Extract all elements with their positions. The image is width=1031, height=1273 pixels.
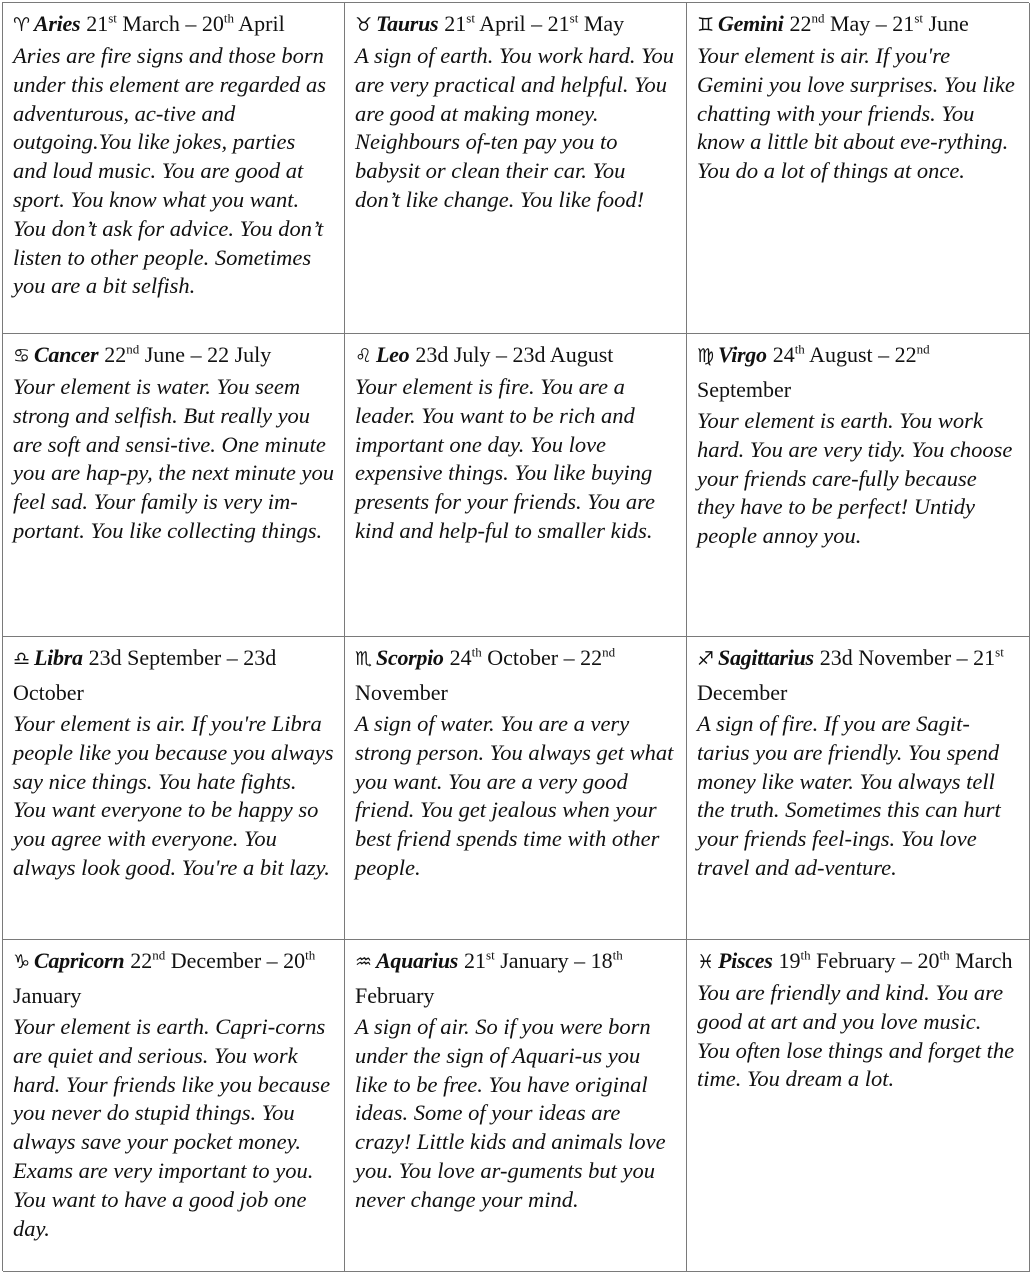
sign-description: Aries are fire signs and those born under this element are regarded as adventurous, ac-tive and outgoing.You like jokes, parties and loud music. You are good at sport. You know what you want. You don’t ask for advice. You don’t listen to other people. Sometimes you are a bit selfish. (13, 43, 327, 299)
sign-description: Your element is water. You seem strong and selfish. But really you are soft and sensi-tive. One minute you are hap-py, the next minute you feel sad. Your family is very im-portant. You like collecting things. (13, 374, 334, 543)
date-ordinal-suffix: th (612, 947, 623, 963)
sign-heading (697, 338, 1019, 407)
date-text: 24 (772, 342, 795, 367)
sign-cell-scorpio (345, 637, 687, 940)
sign-heading (355, 641, 676, 710)
sign-heading (697, 641, 1019, 710)
date-text: May – 21 (824, 11, 915, 36)
sign-cell-capricorn (3, 940, 345, 1272)
sign-heading (355, 338, 676, 373)
date-text: 23d September – 23d October (13, 645, 277, 705)
sign-dates (415, 342, 613, 367)
date-ordinal-suffix: st (466, 10, 475, 26)
sign-heading (697, 7, 1019, 42)
sign-description: A sign of air. So if you were born under the sign of Aquari-us you like to be free. You have original ideas. Some of your ideas are crazy! Little kids and animals love you. You love ar-guments but you never change your mind. (355, 1014, 666, 1212)
sign-heading (13, 338, 334, 373)
sign-name: Pisces (718, 948, 773, 973)
date-ordinal-suffix: st (914, 10, 923, 26)
sign-heading (13, 944, 334, 1013)
sign-cell-aquarius (345, 940, 687, 1272)
date-text: 21 (464, 948, 487, 973)
sign-dates (444, 11, 624, 36)
date-text: December (697, 680, 788, 705)
date-text: 21 (444, 11, 467, 36)
date-text: December – 20 (165, 948, 306, 973)
date-ordinal-suffix: th (223, 10, 234, 26)
date-text: 21 (86, 11, 109, 36)
sign-heading (13, 7, 334, 42)
sign-cell-pisces (687, 940, 1030, 1272)
sign-name: Sagittarius (718, 645, 814, 670)
date-ordinal-suffix: st (995, 644, 1004, 660)
date-ordinal-suffix: st (108, 10, 117, 26)
sign-cell-taurus (345, 3, 687, 334)
sign-heading (355, 7, 676, 42)
sign-cell-aries (3, 3, 345, 334)
aquarius-symbol-icon: ♒ (355, 951, 373, 973)
date-text: 19 (778, 948, 801, 973)
sign-description: Your element is fire. You are a leader. You want to be rich and important one day. You love expensive things. You like buying presents for your friends. You are kind and help-ful to smaller kids. (355, 374, 656, 543)
sign-name: Leo (376, 342, 410, 367)
sign-name: Aries (34, 11, 81, 36)
sign-heading (697, 944, 1019, 979)
date-text: January (13, 983, 82, 1008)
sign-heading (13, 641, 334, 710)
date-ordinal-suffix: nd (916, 341, 930, 357)
sign-cell-virgo (687, 334, 1030, 637)
date-ordinal-suffix: st (486, 947, 495, 963)
date-ordinal-suffix: th (800, 947, 811, 963)
date-text: 22 (789, 11, 812, 36)
date-text: May (578, 11, 625, 36)
date-text: 22 (130, 948, 153, 973)
scorpio-symbol-icon: ♏ (355, 648, 373, 670)
date-ordinal-suffix: nd (126, 341, 140, 357)
sign-name: Virgo (718, 342, 767, 367)
sign-dates (789, 11, 968, 36)
date-text: April (233, 11, 285, 36)
sign-description: Your element is earth. You work hard. You are very tidy. You choose your friends care-fully because they have to be perfect! Untidy people annoy you. (697, 408, 1013, 549)
sign-name: Taurus (376, 11, 439, 36)
date-ordinal-suffix: nd (602, 644, 616, 660)
sign-name: Capricorn (34, 948, 125, 973)
sign-name: Scorpio (376, 645, 444, 670)
date-text: February (355, 983, 435, 1008)
date-text: April – 21 (474, 11, 570, 36)
date-text: March – 20 (116, 11, 224, 36)
sign-cell-sagittarius (687, 637, 1030, 940)
date-text: 23d November – 21 (819, 645, 996, 670)
sign-name: Aquarius (376, 948, 459, 973)
cancer-symbol-icon: ♋ (13, 345, 31, 367)
sign-heading (355, 944, 676, 1013)
virgo-symbol-icon: ♍ (697, 345, 715, 367)
sign-name: Gemini (718, 11, 784, 36)
pisces-symbol-icon: ♓ (697, 951, 715, 973)
date-text: September (697, 377, 792, 402)
sign-name: Cancer (34, 342, 99, 367)
date-text: June – 22 July (139, 342, 272, 367)
date-text: 24 (449, 645, 472, 670)
date-text: October – 22 (481, 645, 603, 670)
sign-dates (86, 11, 284, 36)
date-text: January – 18 (494, 948, 613, 973)
date-text: June (922, 11, 969, 36)
date-text: November (355, 680, 448, 705)
date-ordinal-suffix: th (939, 947, 950, 963)
aries-symbol-icon: ♈ (13, 14, 31, 36)
sign-dates (104, 342, 271, 367)
date-text: February – 20 (810, 948, 940, 973)
sign-description: Your element is air. If you're Gemini you love surprises. You like chatting with your friends. You know a little bit about eve-rything. You do a lot of things at once. (697, 43, 1015, 184)
leo-symbol-icon: ♌ (355, 345, 373, 367)
date-ordinal-suffix: th (794, 341, 805, 357)
sign-name: Libra (34, 645, 83, 670)
date-ordinal-suffix: th (305, 947, 316, 963)
sign-cell-libra (3, 637, 345, 940)
date-ordinal-suffix: th (471, 644, 482, 660)
gemini-symbol-icon: ♊ (697, 14, 715, 36)
sign-description: Your element is earth. Capri-corns are quiet and serious. You work hard. Your friends like you because you never do stupid things. You always save your pocket money. Exams are very important to you. You want to have a good job one day. (13, 1014, 331, 1241)
sign-description: A sign of earth. You work hard. You are very practical and helpful. You are good at making money. Neighbours of-ten pay you to babysit or clean their car. You don’t like change. You like food! (355, 43, 675, 212)
sagittarius-symbol-icon: ♐ (697, 648, 715, 670)
date-ordinal-suffix: nd (152, 947, 166, 963)
libra-symbol-icon: ♎ (13, 648, 31, 670)
date-text: 22 (104, 342, 127, 367)
capricorn-symbol-icon: ♑ (13, 951, 31, 973)
sign-description: Your element is air. If you're Libra people like you because you always say nice things. You hate fights. You want everyone to be happy so you agree with everyone. You always look good. You're a bit lazy. (13, 711, 334, 880)
date-text: August – 22 (804, 342, 917, 367)
sign-cell-cancer (3, 334, 345, 637)
date-ordinal-suffix: nd (811, 10, 825, 26)
taurus-symbol-icon: ♉ (355, 14, 373, 36)
date-text: 23d July – 23d August (415, 342, 614, 367)
sign-cell-gemini (687, 3, 1030, 334)
sign-description: You are friendly and kind. You are good at art and you love music. You often lose things and forget the time. You dream a lot. (697, 980, 1015, 1092)
sign-description: A sign of fire. If you are Sagit-tarius you are friendly. You spend money like water. You always tell the truth. Sometimes this can hurt your friends feel-ings. You love travel and ad-venture. (697, 711, 1001, 880)
sign-dates (778, 948, 1012, 973)
sign-cell-leo (345, 334, 687, 637)
sign-description: A sign of water. You are a very strong person. You always get what you want. You are a very good friend. You get jealous when your best friend spends time with other people. (355, 711, 674, 880)
date-ordinal-suffix: st (569, 10, 579, 26)
date-text: March (949, 948, 1013, 973)
zodiac-table (2, 2, 1029, 1271)
